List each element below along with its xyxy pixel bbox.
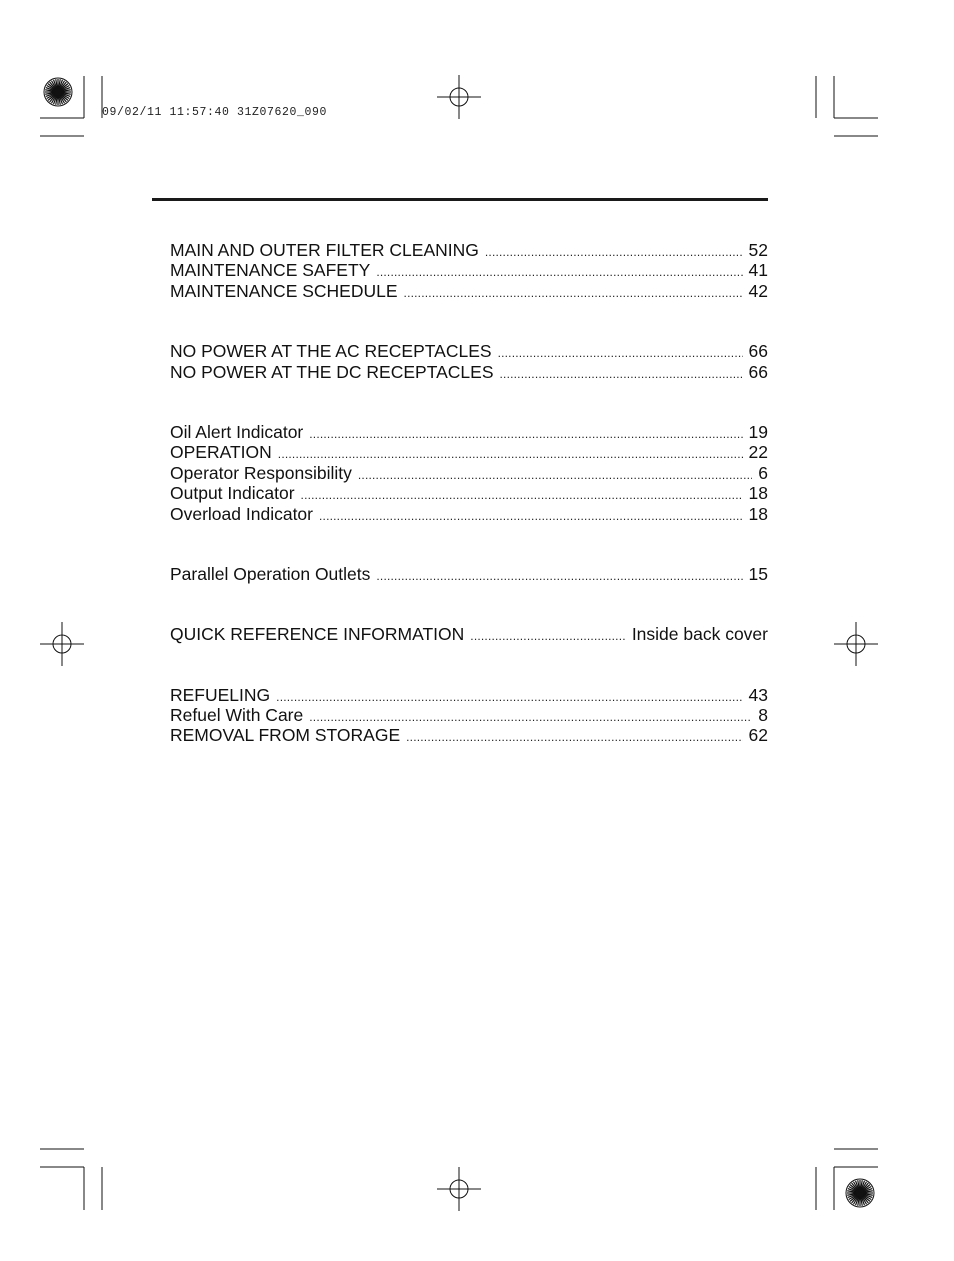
- dot-leader: [376, 262, 742, 282]
- index-group: [170, 240, 768, 301]
- index-group: [170, 564, 768, 584]
- registration-crosshair-left: [40, 622, 84, 666]
- index-entry-page: 66: [748, 361, 768, 382]
- index-entry: [170, 442, 768, 462]
- index-group: [170, 341, 768, 382]
- crop-mark-top-right: [816, 76, 878, 136]
- index-entry: [170, 362, 768, 382]
- index-entry-page: 8: [758, 705, 768, 726]
- index-entry-page: 43: [748, 684, 768, 705]
- index-entry-label: OPERATION: [170, 442, 272, 463]
- dot-leader: [309, 424, 742, 444]
- crop-mark-bottom-left: [40, 1149, 102, 1210]
- index-entry-page: 6: [758, 462, 768, 483]
- print-stamp: 09/02/11 11:57:40 31Z07620_090: [102, 106, 328, 119]
- dot-leader: [376, 566, 742, 586]
- registration-crosshair-right: [834, 622, 878, 666]
- index-entry-page: 22: [748, 442, 768, 463]
- dot-leader: [470, 626, 626, 646]
- index-entry-label: REMOVAL FROM STORAGE: [170, 725, 401, 746]
- index-entry: [170, 422, 768, 442]
- dot-leader: [485, 242, 743, 262]
- dot-leader: [406, 727, 742, 747]
- index-entry-page: 52: [748, 240, 768, 260]
- index-entry: [170, 240, 768, 260]
- index-entry: [170, 624, 768, 644]
- index-entry-label: Oil Alert Indicator: [170, 421, 304, 442]
- index-entry: [170, 705, 768, 725]
- index-entry-page: 18: [748, 483, 768, 504]
- index-entry: [170, 281, 768, 301]
- index-entry-page: 62: [748, 725, 768, 746]
- dot-leader: [278, 444, 743, 464]
- index-entry-label: NO POWER AT THE DC RECEPTACLES: [170, 361, 494, 382]
- registration-crosshair-bottom: [437, 1167, 481, 1211]
- dot-leader: [500, 364, 743, 384]
- index-entry-label: Parallel Operation Outlets: [170, 563, 371, 584]
- index-entry-label: REFUELING: [170, 684, 271, 705]
- registration-crosshair-top: [437, 75, 481, 119]
- dot-leader: [276, 687, 742, 707]
- index-entry-label: Output Indicator: [170, 483, 295, 504]
- index-entry-page: 15: [748, 563, 768, 584]
- index-entry-page: 66: [748, 341, 768, 362]
- index-entry-page: 19: [748, 421, 768, 442]
- index-list: [170, 240, 768, 786]
- index-entry: [170, 260, 768, 280]
- index-entry-label: Operator Responsibility: [170, 462, 352, 483]
- index-entry-page: 18: [748, 503, 768, 524]
- index-entry: [170, 341, 768, 361]
- index-entry: [170, 564, 768, 584]
- index-entry-page: Inside back cover: [631, 624, 768, 645]
- index-entry: [170, 685, 768, 705]
- index-entry-label: NO POWER AT THE AC RECEPTACLES: [170, 341, 492, 362]
- index-entry-label: MAINTENANCE SCHEDULE: [170, 280, 398, 301]
- index-entry-label: MAIN AND OUTER FILTER CLEANING: [170, 240, 479, 260]
- index-entry: [170, 463, 768, 483]
- starburst-target-bottom-right: [846, 1179, 874, 1207]
- index-entry: [170, 725, 768, 745]
- dot-leader: [358, 465, 752, 485]
- starburst-target-top-left: [44, 78, 72, 106]
- index-group: [170, 685, 768, 746]
- index-entry: [170, 504, 768, 524]
- dot-leader: [309, 707, 752, 727]
- index-group: [170, 422, 768, 524]
- index-entry-label: Refuel With Care: [170, 705, 304, 726]
- dot-leader: [319, 506, 743, 526]
- header-rule: [152, 198, 768, 201]
- index-group: [170, 624, 768, 644]
- index-entry-label: MAINTENANCE SAFETY: [170, 260, 371, 281]
- index-entry-label: QUICK REFERENCE INFORMATION: [170, 624, 465, 645]
- index-entry: [170, 483, 768, 503]
- index-entry-page: 41: [748, 260, 768, 281]
- dot-leader: [404, 283, 743, 303]
- index-entry-label: Overload Indicator: [170, 503, 313, 524]
- dot-leader: [301, 485, 743, 505]
- dot-leader: [498, 343, 743, 363]
- index-entry-page: 42: [748, 280, 768, 301]
